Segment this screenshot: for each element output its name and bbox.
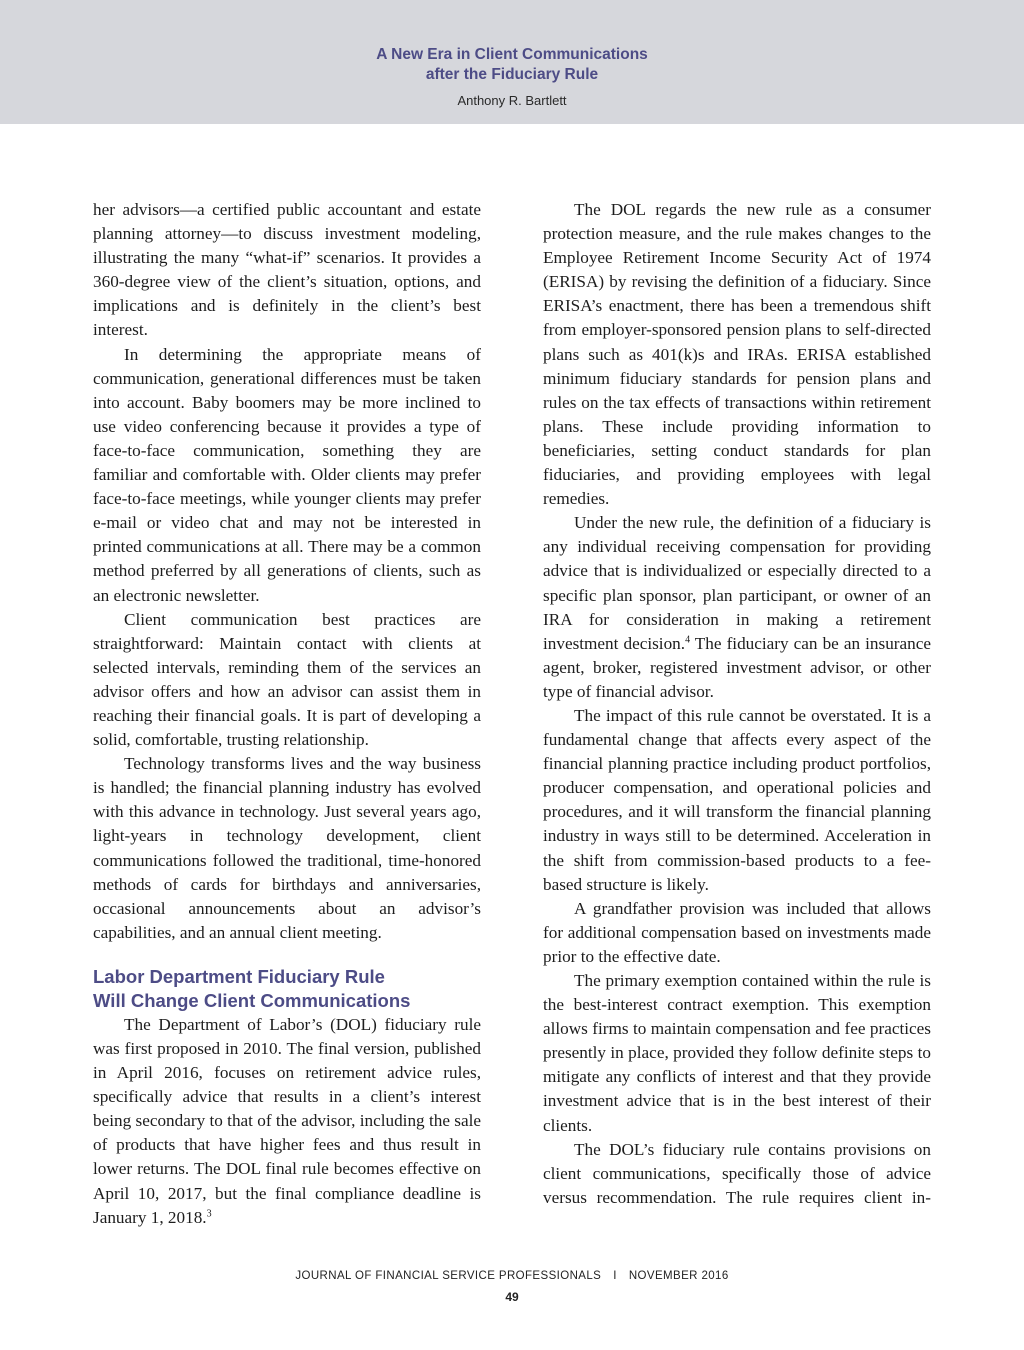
paragraph: The DOL regards the new rule as a consumer protection measure, and the rule makes changes to the Employee Retirement Income Security Act of 1974 (ERISA) by revising the definition of a fiduciary. Since ERISA’s enactment, there has been a tremendous shift from employer-sponsored pension plans to self-directed plans such as 401(k)s and IRAs. ERISA established minimum fiduciary standards for pension plans and rules on the tax effects of transactions within retirement plans. These include providing information to beneficiaries, setting conduct standards for plan fiduciaries, and providing employees with legal remedies. <box>543 200 931 509</box>
paragraph: her advisors—a certified public accountant and estate planning attorney—to discuss investment modeling, illustrating the many “what-if” scenarios. It provides a 360-degree view of the client’s situation, options, and implications and is definitely in the client’s best interest. <box>93 200 481 340</box>
section-heading-line-2: Will Change Client Communications <box>93 989 411 1011</box>
section-heading-line-1: Labor Department Fiduciary Rule <box>93 965 385 987</box>
article-title <box>0 45 1024 85</box>
footnote-marker[interactable]: 3 <box>206 1207 212 1219</box>
paragraph: Client communication best practices are straightforward: Maintain contact with clients at selected intervals, reminding them of the services an advisor offers and how an advisor can assist them in reaching their financial goals. It is part of developing a solid, comfortable, trusting relationship. <box>93 609 481 750</box>
paragraph: The primary exemption contained within the rule is the best-interest contract exemption. This exemption allows firms to maintain compensation and fee practices presently in place, provided they follow definite steps to mitigate any conflicts of interest and that they provide investment advice that is in the best interest of their clients. <box>543 971 931 1135</box>
article-title-line-1: A New Era in Client Communications <box>376 46 648 63</box>
paragraph: A grandfather provision was included that allows for additional compensation based on investments made prior to the effective date. <box>543 898 931 966</box>
left-column <box>93 198 481 1230</box>
footer-separator: I <box>613 1270 617 1282</box>
section-heading <box>93 965 481 1013</box>
paragraph: The DOL’s fiduciary rule contains provisions on client communications, specifically those of advice versus recommendation. The rule requires client in- <box>543 1139 931 1207</box>
article-title-line-2: after the Fiduciary Rule <box>425 66 599 83</box>
paragraph-text: The Department of Labor’s (DOL) fiduciary rule was first proposed in 2010. The final version, published in April 2016, focuses on retirement advice rules, specifically advice that results in a client’s interest being secondary to that of the advisor, including the sale of products that have higher fees and thus result in lower returns. The DOL final rule becomes effective on April 10, 2017, but the final compliance deadline is January 1, 2018. <box>93 1014 481 1227</box>
footnote-marker[interactable]: 4 <box>685 633 691 645</box>
journal-footer <box>0 1270 1024 1282</box>
paragraph: Technology transforms lives and the way business is handled; the financial planning industry has evolved with this advance in technology. Just several years ago, light-years in technology development, client communications followed the traditional, time-honored methods of cards for birthdays and anniversaries, occasional announcements about an advisor’s capabilities, and an annual client meeting. <box>93 754 481 942</box>
paragraph: The impact of this rule cannot be overstated. It is a fundamental change that affects every aspect of the financial planning practice including product portfolios, producer compensation, and operational policies and procedures, and it will transform the financial planning industry in ways still to be determined. Acceleration in the shift from commission-based products to a fee-based structure is likely. <box>543 705 931 894</box>
page-number: 49 <box>505 1290 519 1304</box>
paragraph <box>93 1013 481 1230</box>
issue-date: NOVEMBER 2016 <box>628 1270 729 1282</box>
paragraph-text: The fiduciary can be an insurance agent, broker, registered investment advisor, or other type of financial advisor. <box>543 633 931 701</box>
paragraph <box>543 511 931 704</box>
article-author: Anthony R. Bartlett <box>457 93 567 108</box>
journal-name: JOURNAL OF FINANCIAL SERVICE PROFESSIONALS <box>295 1270 602 1282</box>
paragraph-text: Under the new rule, the definition of a fiduciary is any individual receiving compensation for providing advice that is individualized or especially directed to a specific plan sponsor, plan participant, or owner of an IRA for consideration in making a retirement investment decision. <box>543 513 931 653</box>
right-column <box>543 198 931 1210</box>
paragraph: In determining the appropriate means of communication, generational differences must be taken into account. Baby boomers may be more inclined to use video conferencing because it provides a type of face-to-face communication, something they are familiar and comfortable with. Older clients may prefer face-to-face meetings, while younger clients may prefer e-mail or video chat and may not be interested in printed communications at all. There may be a common method preferred by all generations of clients, such as an electronic newsletter. <box>93 344 481 605</box>
running-header <box>0 0 1024 124</box>
